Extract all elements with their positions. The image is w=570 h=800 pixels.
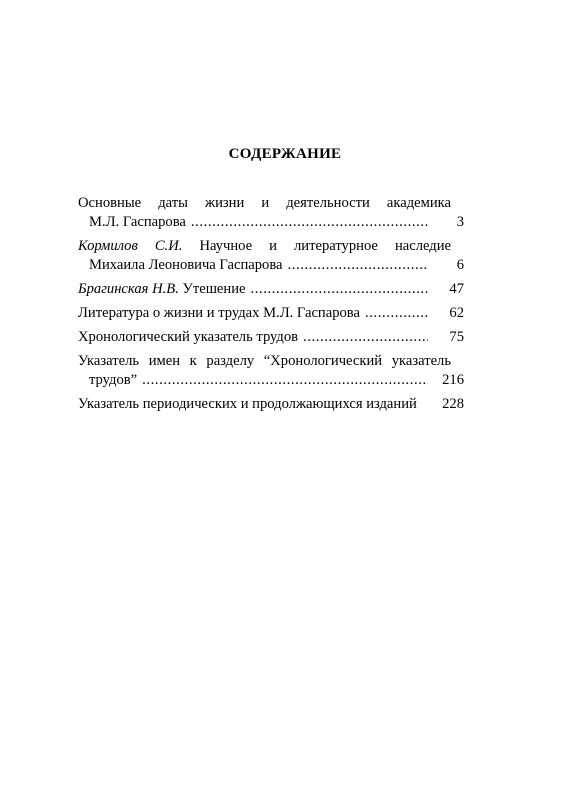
author-name: Брагинская Н.В. (78, 281, 179, 297)
toc-entry-title-line1: Указатель имен к разделу “Хронологический указатель (78, 353, 451, 369)
toc-entry-title: Литература о жизни и трудах М.Л. Гаспарова (78, 305, 360, 321)
dot-leader (288, 256, 428, 275)
toc-entry-title-line2: трудов” (89, 372, 138, 388)
toc-entry-name-index[interactable] (78, 352, 464, 390)
toc-entry-dates[interactable] (78, 194, 464, 232)
toc-entry-title (78, 280, 246, 299)
dot-leader (303, 328, 428, 347)
dot-leader (365, 304, 428, 323)
page-number: 216 (442, 372, 464, 388)
page-number: 62 (449, 305, 464, 321)
toc-entry-periodicals-index[interactable] (78, 395, 464, 414)
toc-entry-title-text: Утешение (178, 281, 246, 297)
toc-entry-title-text: Научное и литературное наследие (182, 238, 451, 254)
page-number: 228 (442, 396, 464, 412)
dot-leader (191, 213, 428, 232)
toc-entry-title-line1 (78, 237, 451, 256)
toc-entry-title: Указатель периодических и продолжающихся изданий (78, 396, 417, 412)
toc-entry-braginskaya[interactable] (78, 280, 464, 299)
toc-entry-title-line2: Михаила Леоновича Гаспарова (89, 257, 283, 273)
page-number: 3 (456, 214, 464, 230)
toc-entry-literature[interactable] (78, 304, 464, 323)
page-number: 47 (449, 281, 464, 297)
author-name: Кормилов С.И. (78, 238, 183, 254)
dot-leader (142, 371, 428, 390)
toc-entry-title-line2: М.Л. Гаспарова (89, 214, 186, 230)
toc-entry-kormilov[interactable] (78, 237, 464, 275)
toc-entry-title-line1: Основные даты жизни и деятельности академика (78, 195, 451, 211)
page-title: СОДЕРЖАНИЕ (228, 146, 342, 162)
page-number: 75 (449, 329, 464, 345)
dot-leader (251, 280, 428, 299)
toc-entry-chronological-index[interactable] (78, 328, 464, 347)
table-of-contents (78, 194, 464, 419)
toc-entry-title: Хронологический указатель трудов (78, 329, 299, 345)
page-number: 6 (456, 257, 464, 273)
